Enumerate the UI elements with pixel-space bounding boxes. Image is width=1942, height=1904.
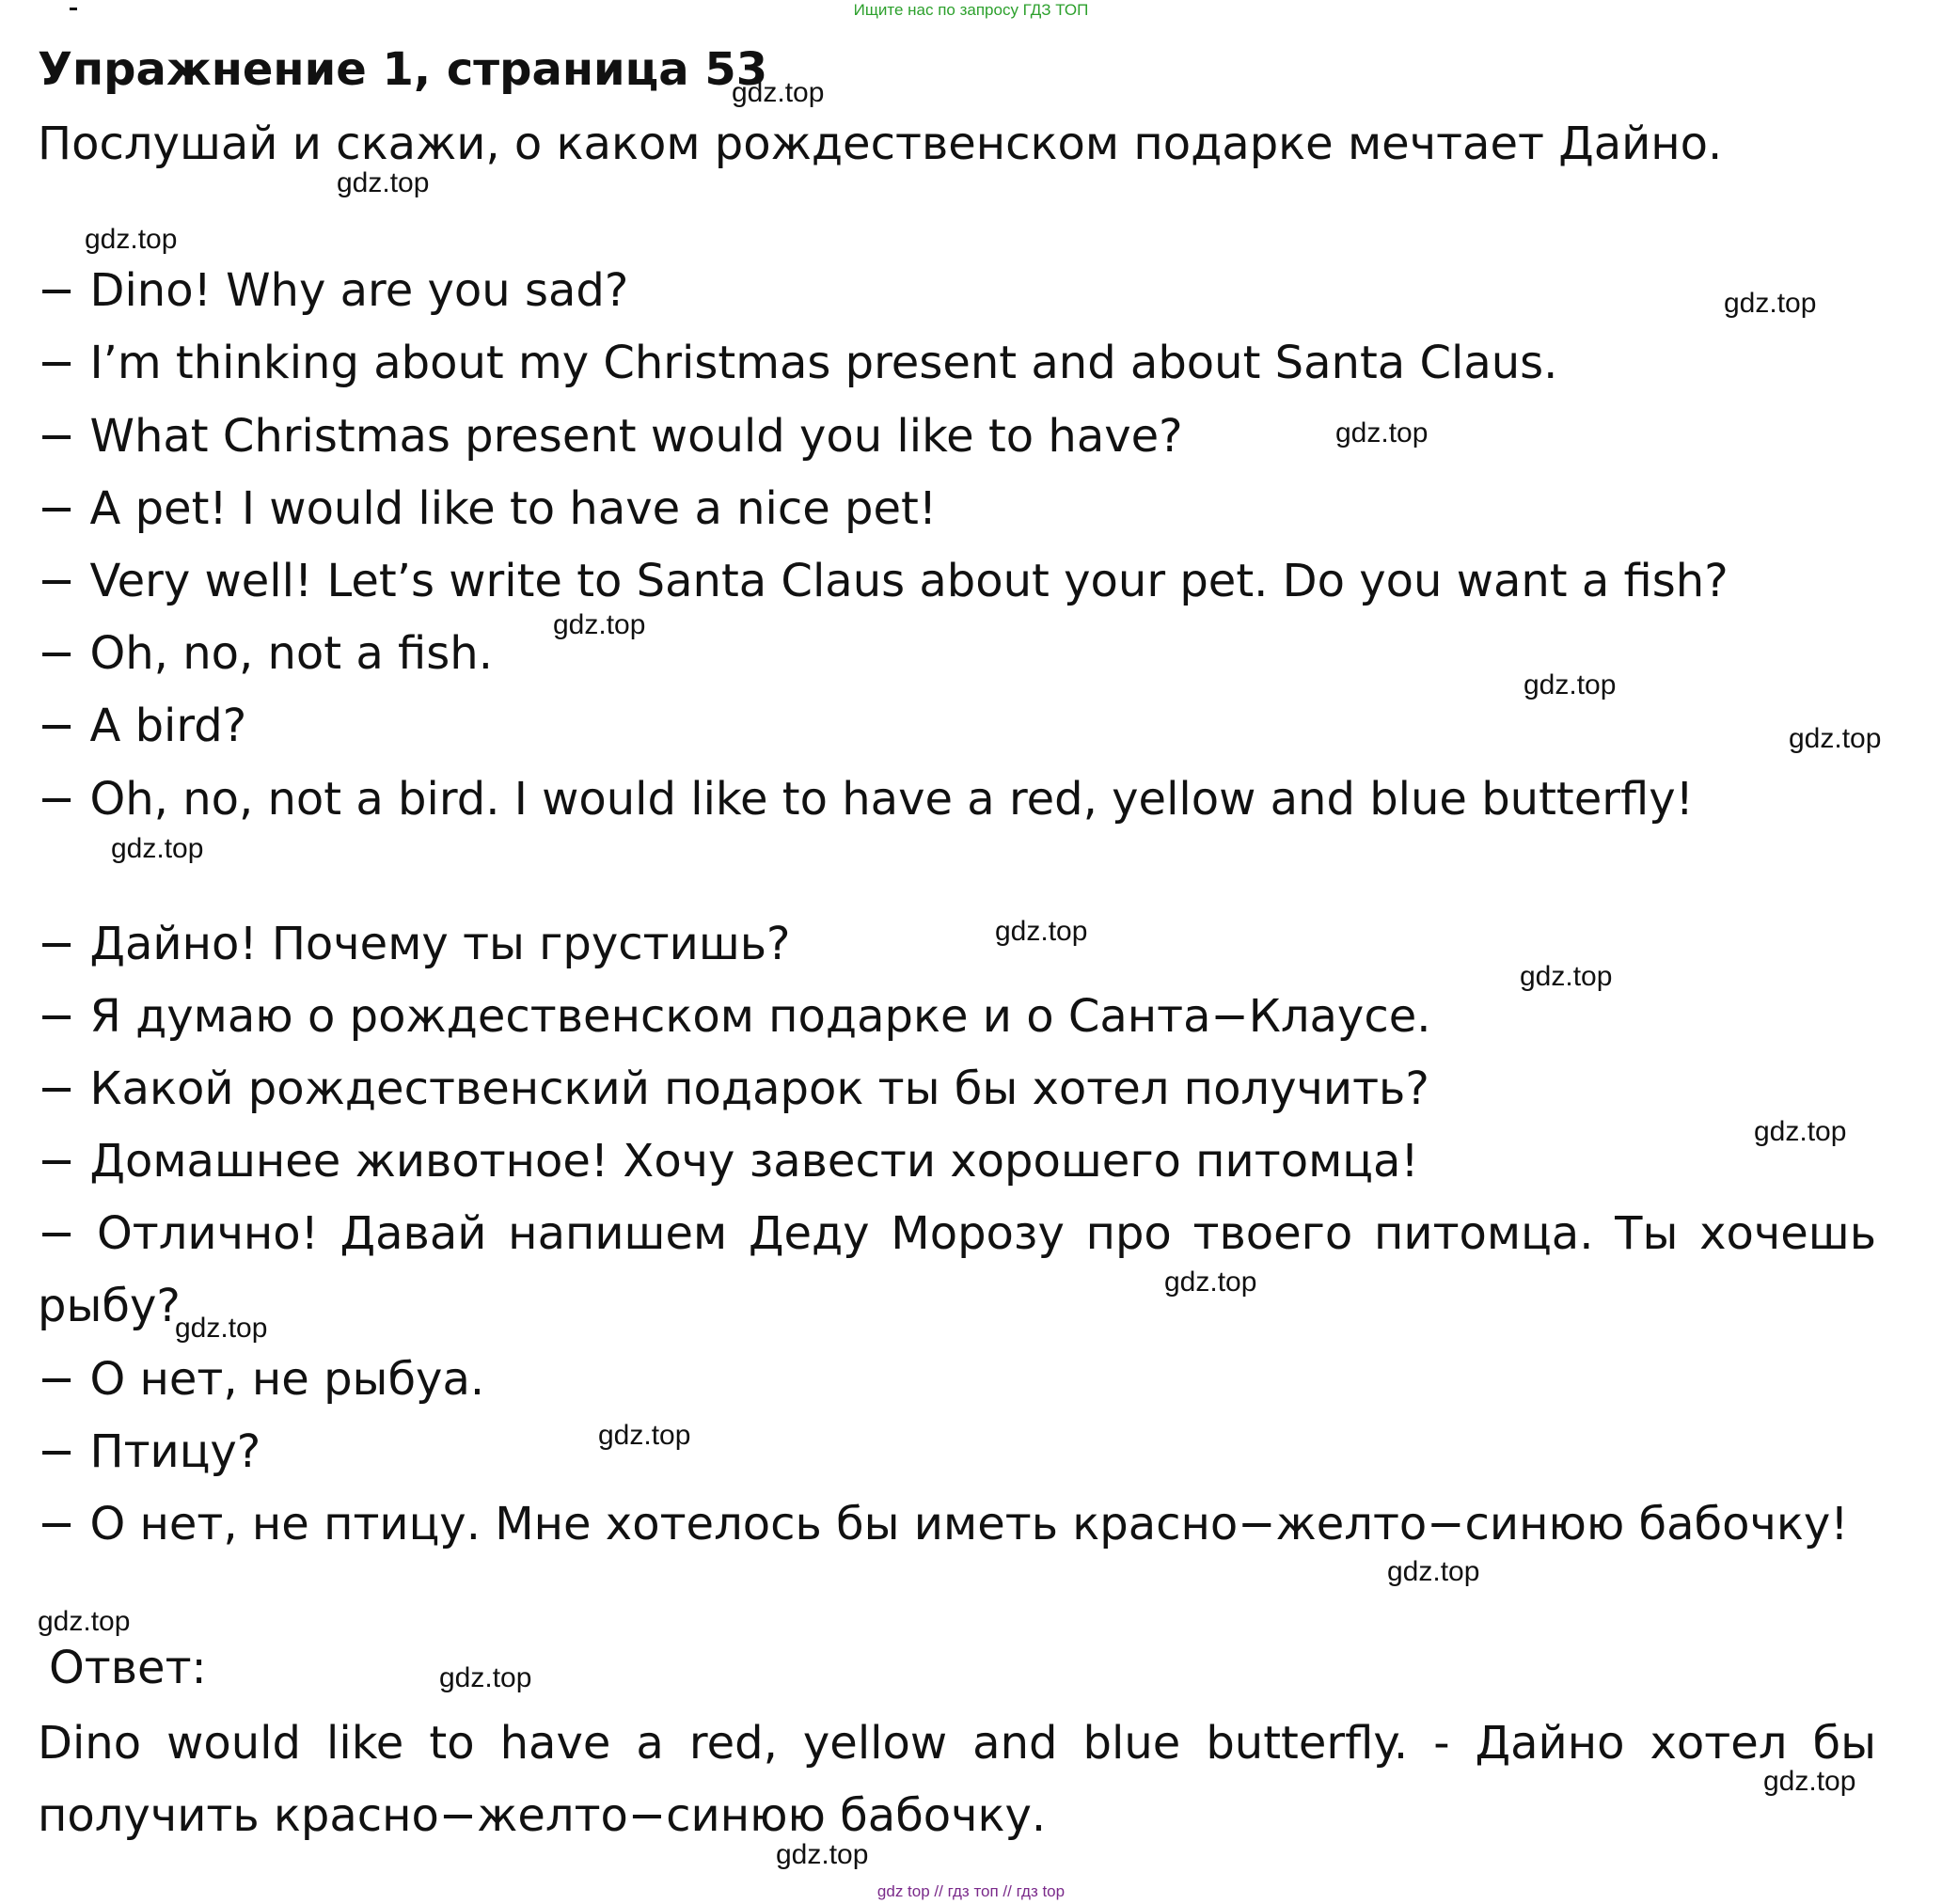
watermark: gdz.top: [1754, 1116, 1847, 1147]
en-line-2: − I’m thinking about my Christmas present and about Santa Claus.: [38, 337, 1558, 389]
en-line-8: − Oh, no, not a bird. I would like to have a red, yellow and blue butterfly!: [38, 773, 1694, 826]
answer-label: Ответ:: [49, 1642, 207, 1694]
task-text: Послушай и скажи, о каком рождественском подарке мечтает Дайно.: [38, 118, 1723, 170]
ru-line-5: − Отлично! Давай напишем Деду Морозу про твоего питомца. Ты хочешь рыбу?: [38, 1207, 1876, 1332]
dash-mark: [70, 8, 77, 10]
en-line-7: − A bird?: [38, 700, 247, 752]
answer-text: Dino would like to have a red, yellow and blue butterfly. - Дайно хотел бы получить красно−желто−синюю бабочку.: [38, 1717, 1876, 1842]
en-line-4: − A pet! I would like to have a nice pet!: [38, 482, 938, 535]
ru-line-4: − Домашнее животное! Хочу завести хорошего питомца!: [38, 1135, 1419, 1188]
watermark: gdz.top: [1763, 1766, 1856, 1797]
page-title: Упражнение 1, страница 53: [38, 43, 768, 96]
en-line-6: − Oh, no, not a fish.: [38, 627, 493, 680]
watermark: gdz.top: [995, 916, 1088, 947]
ru-line-6: − О нет, не рыбуа.: [38, 1353, 485, 1406]
ru-line-7: − Птицу?: [38, 1425, 261, 1478]
ru-line-1: − Дайно! Почему ты грустишь?: [38, 918, 791, 970]
watermark: gdz.top: [1724, 288, 1817, 319]
watermark: gdz.top: [439, 1662, 532, 1693]
en-line-1: − Dino! Why are you sad?: [38, 264, 629, 317]
ru-line-2: − Я думаю о рождественском подарке и о Санта−Клаусе.: [38, 990, 1431, 1043]
watermark: gdz.top: [776, 1839, 869, 1870]
watermark: gdz.top: [1335, 417, 1429, 448]
watermark: gdz.top: [732, 77, 825, 108]
ru-line-8: − О нет, не птицу. Мне хотелось бы иметь красно−желто−синюю бабочку!: [38, 1498, 1849, 1550]
bottom-banner: gdz top // гдз топ // гдз top: [876, 1882, 1066, 1900]
watermark: gdz.top: [1520, 961, 1613, 992]
watermark: gdz.top: [337, 167, 430, 198]
watermark: gdz.top: [85, 224, 178, 255]
ru-line-3: − Какой рождественский подарок ты бы хотел получить?: [38, 1062, 1429, 1115]
watermark: gdz.top: [111, 833, 204, 864]
watermark: gdz.top: [553, 609, 646, 640]
en-line-5: − Very well! Let’s write to Santa Claus about your pet. Do you want a fish?: [38, 555, 1729, 607]
top-banner: Ищите нас по запросу ГДЗ ТОП: [853, 1, 1089, 19]
watermark: gdz.top: [1387, 1556, 1480, 1587]
watermark: gdz.top: [175, 1313, 268, 1344]
watermark: gdz.top: [1164, 1267, 1257, 1298]
en-line-3: − What Christmas present would you like to have?: [38, 410, 1183, 463]
watermark: gdz.top: [1789, 723, 1882, 754]
watermark: gdz.top: [598, 1420, 691, 1451]
watermark: gdz.top: [38, 1606, 131, 1637]
watermark: gdz.top: [1524, 669, 1617, 700]
